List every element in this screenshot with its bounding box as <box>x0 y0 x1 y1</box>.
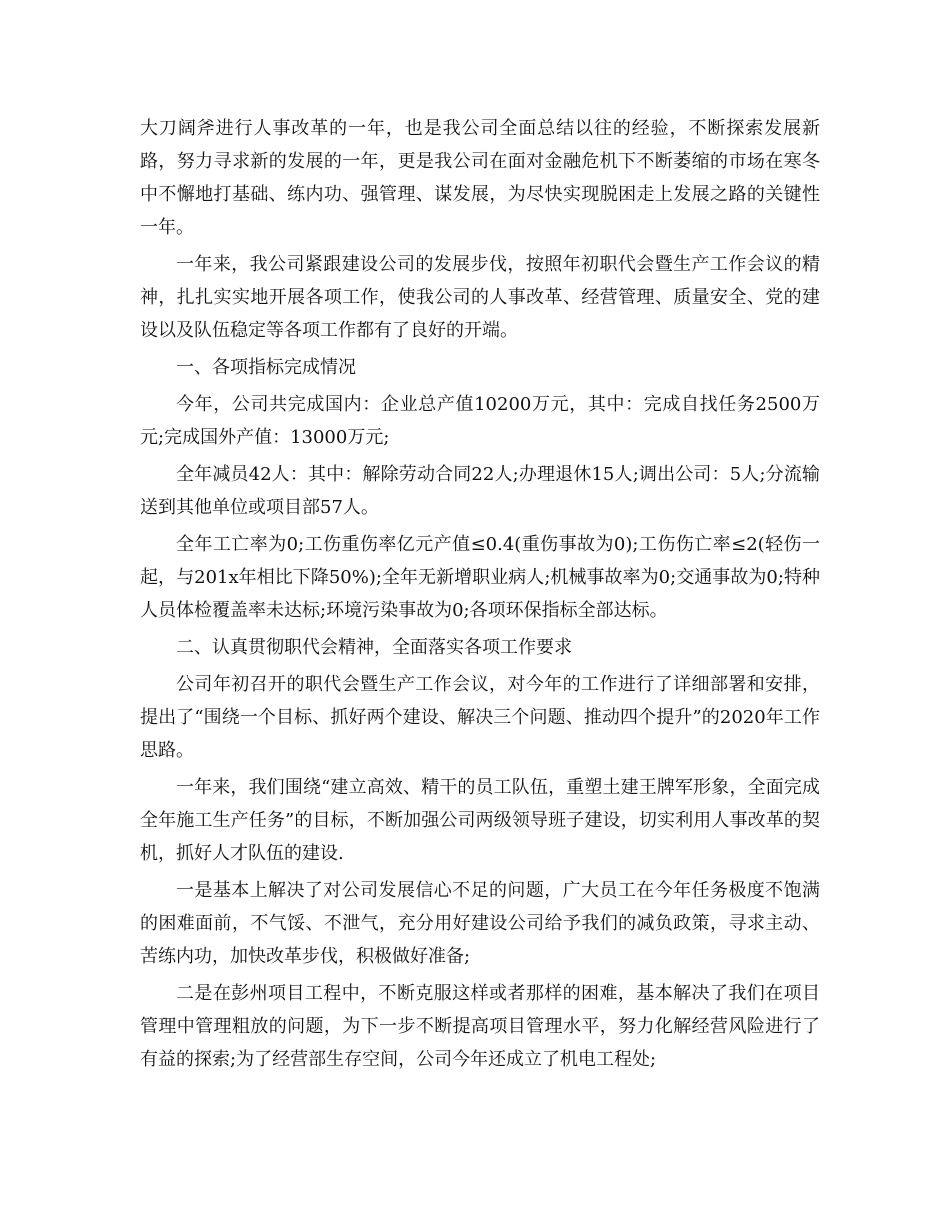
section-heading-1: 一、各项指标完成情况 <box>176 357 356 378</box>
paragraph-2: 一年来，我公司紧跟建设公司的发展步伐，按照年初职代会暨生产工作会议的精神，扎扎实实地开展各项工作，使我公司的人事改革、经营管理、质量安全、党的建设以及队伍稳定等各项工作都有了良好的开端。 <box>140 254 820 341</box>
paragraph-1: 大刀阔斧进行人事改革的一年，也是我公司全面总结以往的经验，不断探索发展新路，努力寻求新的发展的一年，更是我公司在面对金融危机下不断萎缩的市场在寒冬中不懈地打基础、练内功、强管理、谋发展，为尽快实现脱困走上发展之路的关键性一年。 <box>140 118 820 238</box>
paragraph-5: 全年工亡率为0;工伤重伤率亿元产值≤0.4(重伤事故为0);工伤伤亡率≤2(轻伤一起，与201x年相比下降50%);全年无新增职业病人;机械事故率为0;交通事故为0;特种人员体检覆盖率未达标;环境污染事故为0;各项环保指标全部达标。 <box>140 534 820 621</box>
paragraph-7: 一年来，我们围绕“建立高效、精干的员工队伍，重塑土建王牌军形象，全面完成全年施工生产任务”的目标，不断加强公司两级领导班子建设，切实利用人事改革的契机，抓好人才队伍的建设. <box>140 777 820 864</box>
paragraph-4: 全年减员42人：其中：解除劳动合同22人;办理退休15人;调出公司：5人;分流输送到其他单位或项目部57人。 <box>140 464 820 518</box>
paragraph-9: 二是在彭州项目工程中，不断克服这样或者那样的困难，基本解决了我们在项目管理中管理粗放的问题，为下一步不断提高项目管理水平，努力化解经营风险进行了有益的探索;为了经营部生存空间，公司今年还成立了机电工程处; <box>140 983 820 1070</box>
paragraph-8: 一是基本上解决了对公司发展信心不足的问题，广大员工在今年任务极度不饱满的困难面前，不气馁、不泄气，充分用好建设公司给予我们的减负政策，寻求主动、苦练内功，加快改革步伐，积极做好准备; <box>140 880 820 967</box>
section-heading-2: 二、认真贯彻职代会精神，全面落实各项工作要求 <box>176 637 572 658</box>
paragraph-6: 公司年初召开的职代会暨生产工作会议，对今年的工作进行了详细部署和安排，提出了“围绕一个目标、抓好两个建设、解决三个问题、推动四个提升”的2020年工作思路。 <box>140 674 820 761</box>
document-body <box>140 112 820 1080</box>
paragraph-3: 今年，公司共完成国内：企业总产值10200万元，其中：完成自找任务2500万元;完成国外产值：13000万元; <box>140 394 820 448</box>
